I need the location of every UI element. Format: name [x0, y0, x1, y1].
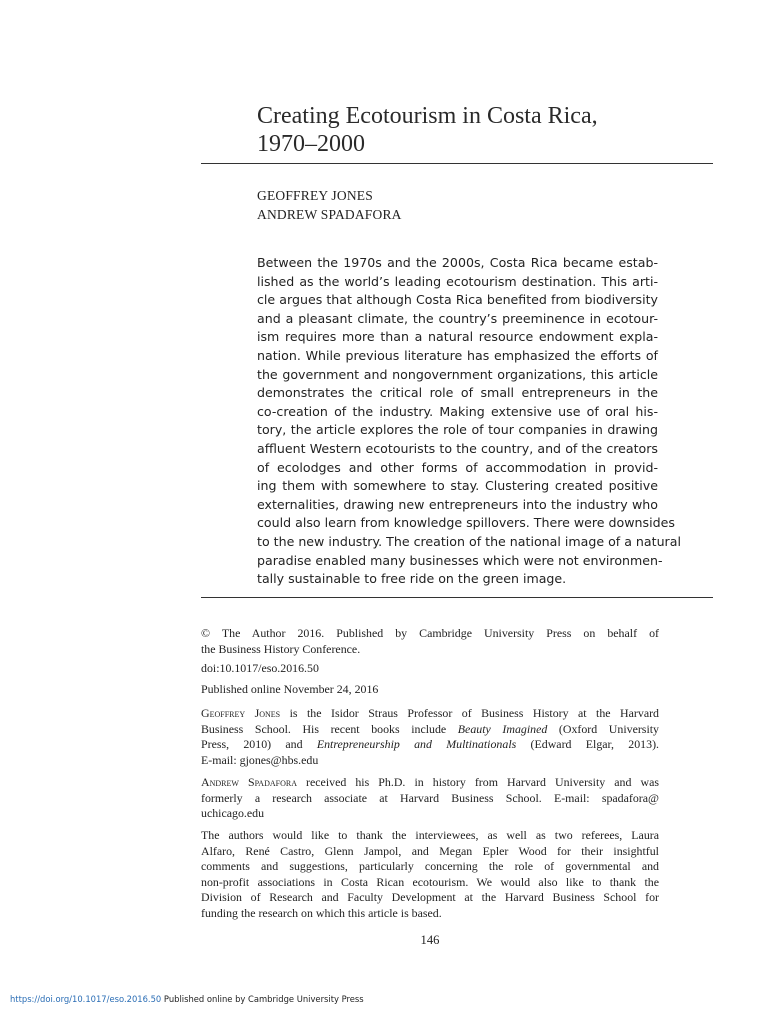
abstract-line: of ecolodges and other forms of accommodation in provid- — [257, 459, 658, 475]
author-name: ANDREW SPADAFORA — [257, 207, 402, 222]
book-title: Entrepreneurship and Multinationals — [316, 737, 517, 752]
acknowledgements — [201, 828, 659, 922]
abstract-line: co-creation of the industry. Making extensive use of oral his- — [257, 403, 658, 419]
abstract-line: Between the 1970s and the 2000s, Costa Rica became estab- — [257, 255, 658, 270]
bio-line — [201, 706, 659, 722]
abstract-line: affluent Western ecotourists to the country, and of the creators — [257, 440, 658, 456]
author-bio-jones — [201, 706, 659, 768]
title-line: Creating Ecotourism in Costa Rica, — [257, 103, 598, 129]
bio-line — [201, 775, 659, 791]
copyright-line: © The Author 2016. Published by Cambridge University Press on behalf of — [201, 626, 659, 640]
published-online-date: Published online November 24, 2016 — [201, 682, 379, 696]
author-bio-spadafora — [201, 775, 659, 822]
book-title: Beauty Imagined — [457, 721, 548, 736]
page-number: 146 — [420, 933, 440, 947]
ack-line: non-profit associations in Costa Rican ecotourism. We would also like to thank the — [201, 874, 659, 889]
abstract-line: ism requires more than a natural resource endowment expla- — [257, 329, 658, 345]
copyright-notice — [201, 626, 659, 657]
bio-text: (Oxford University — [547, 721, 659, 736]
abstract-line: nation. While previous literature has emphasized the efforts of — [257, 347, 658, 363]
abstract-line: demonstrates the critical role of small entrepreneurs in the — [257, 385, 658, 401]
abstract-line: the government and nongovernment organizations, this article — [257, 366, 658, 382]
footer — [10, 994, 364, 1004]
abstract-line: tally sustainable to free ride on the green image. — [257, 571, 567, 587]
bio-text: received his Ph.D. in history from Harvard University and was — [296, 775, 659, 789]
bio-text: Press, 2010) and — [201, 737, 317, 752]
bottom-rule — [201, 597, 713, 598]
abstract-line: could also learn from knowledge spillovers. There were downsides — [257, 515, 675, 531]
ack-line: Division of Research and Faculty Development at the Harvard Business School for — [201, 890, 659, 905]
abstract-line: lished as the world’s leading ecotourism destination. This arti- — [257, 273, 658, 289]
doi-link[interactable]: https://doi.org/10.1017/eso.2016.50 — [10, 994, 162, 1004]
abstract-line: and a pleasant climate, the country’s preeminence in ecotour- — [257, 310, 658, 326]
abstract-line: tory, the article explores the role of tour companies in drawing — [257, 422, 658, 438]
ack-line: funding the research on which this article is based. — [201, 905, 442, 920]
author-list — [257, 186, 402, 224]
article-title — [257, 102, 717, 158]
abstract-line: externalities, drawing new entrepreneurs into the industry who — [257, 496, 658, 512]
bio-line: formerly a research associate at Harvard Business School. E-mail: spadafora@ — [201, 790, 659, 805]
bio-text: (Edward Elgar, 2013). — [516, 737, 660, 752]
bio-author-name: Andrew Spadafora — [201, 775, 297, 789]
bio-text: Business School. His recent books include — [201, 721, 458, 736]
ack-line: Alfaro, René Castro, Glenn Jampol, and Megan Epler Wood for their insightful — [201, 843, 659, 858]
bio-text: is the Isidor Straus Professor of Business History at the Harvard — [280, 706, 660, 720]
bio-email: E-mail: gjones@hbs.edu — [201, 752, 319, 767]
author-name: GEOFFREY JONES — [257, 188, 373, 203]
abstract-line: paradise enabled many businesses which were not environmen- — [257, 552, 663, 568]
doi-text: doi:10.1017/eso.2016.50 — [201, 661, 319, 675]
footer-text: Published online by Cambridge University Press — [161, 994, 364, 1004]
title-line: 1970–2000 — [257, 131, 365, 157]
bio-line — [201, 737, 659, 753]
bio-line: uchicago.edu — [201, 806, 265, 821]
top-rule — [201, 163, 713, 164]
abstract — [257, 254, 681, 589]
copyright-line: the Business History Conference. — [201, 641, 361, 656]
abstract-line: ing them with somewhere to stay. Clustering created positive — [257, 478, 658, 494]
bio-line — [201, 722, 659, 738]
ack-line: The authors would like to thank the interviewees, as well as two referees, Laura — [201, 828, 659, 842]
ack-line: comments and suggestions, particularly concerning the role of governmental and — [201, 859, 659, 874]
abstract-line: cle argues that although Costa Rica benefited from biodiversity — [257, 292, 658, 308]
abstract-line: to the new industry. The creation of the national image of a natural — [257, 533, 681, 549]
bio-author-name: Geoffrey Jones — [201, 706, 281, 720]
